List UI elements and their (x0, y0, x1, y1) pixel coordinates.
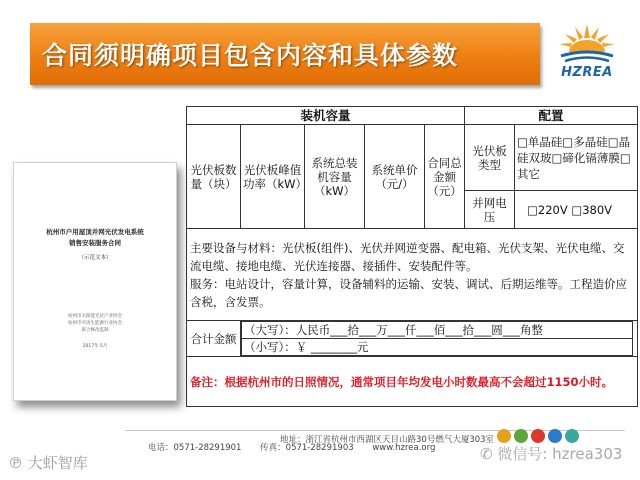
watermark-right-text: 微信号: hzrea303 (497, 445, 623, 463)
footer-address: 地址：浙江省杭州市西湖区天目山路30号燃气大厦303室 (280, 435, 495, 445)
partner-logo-icon (514, 429, 528, 443)
header-total-amount: 合同总金额（元） (425, 125, 465, 229)
doc-date: 2017年 5月 (82, 344, 108, 349)
partner-logo-icon (565, 429, 579, 443)
title-banner (30, 23, 540, 85)
header-unit-price: 系统单价（元/） (365, 125, 425, 229)
slide-title: 合同须明确项目包含内容和具体参数 (42, 41, 459, 70)
doc-issuer-2: 杭州市可再生能源行业协会 (68, 321, 122, 326)
footer-contact (148, 441, 451, 453)
scope-cell (187, 229, 638, 321)
grid-voltage-label: 并网电压 (465, 191, 515, 229)
partner-logo-icon (531, 429, 545, 443)
watermark-right (480, 443, 622, 464)
header-peak-power: 光伏板峰值功率（kW） (241, 125, 305, 229)
materials-text: 主要设备与材料：光伏板(组件)、光伏并网逆变器、配电箱、光伏支架、光伏电缆、交流电缆、接地电缆、光伏连接器、接插件、安装配件等。 (190, 240, 625, 273)
service-text: 服务：电站设计，容量计算，设备辅料的运输、安装、调试、后期运维等。工程造价应含税，含发票。 (190, 276, 627, 309)
footer-fax: 传真：0571-28291903 (260, 443, 354, 453)
total-amount-fields (241, 321, 633, 356)
hzrea-logo (553, 18, 621, 84)
total-label: 合计金额 (187, 321, 241, 357)
doc-heading-2: 销售安装服务合同 (69, 239, 121, 247)
note-text: 备注：根据杭州市的日照情况，通常项目年均发电小时数最高不会超过1150小时。 (187, 357, 638, 407)
total-lower-field[interactable]: （小写）：￥ ________元 (242, 339, 633, 356)
doc-heading-1: 杭州市户用屋顶并网光伏发电系统 (46, 228, 144, 236)
partner-logo-icon (548, 429, 562, 443)
logo-text: HZREA (561, 65, 613, 80)
partner-logo-icon (497, 429, 511, 443)
watermark-logo-icon: ℗ (8, 454, 28, 472)
watermark-left (8, 452, 88, 473)
panel-type-options[interactable]: □单晶硅□多晶硅□晶硅双玻□碲化镉薄膜□其它 (515, 125, 638, 191)
total-amount-cell (241, 321, 638, 357)
total-upper-field[interactable]: （大写）：人民币___拾___万___仟___佰___拾___圆___角整 (242, 322, 633, 339)
doc-issuer-1: 杭州市太阳能光伏产业协会 (68, 314, 122, 319)
header-total-capacity: 系统总装机容量（kW） (305, 125, 365, 229)
sun-icon (553, 18, 621, 66)
config-group-header: 配置 (465, 107, 638, 125)
panel-type-label: 光伏板类型 (465, 125, 515, 191)
watermark-left-text: 大虾智库 (27, 454, 88, 472)
contract-parameters-table (186, 106, 638, 407)
capacity-group-header: 装机容量 (187, 107, 465, 125)
header-panel-count: 光伏板数量（块） (187, 125, 241, 229)
grid-voltage-options[interactable]: □220V □380V (515, 191, 638, 229)
doc-subheading: （示范文本） (78, 255, 112, 261)
footer-website[interactable]: www.hzrea.org (372, 443, 436, 453)
wechat-icon: ✆ (480, 445, 498, 463)
footer-phone: 电话：0571-28291901 (148, 443, 242, 453)
contract-cover-thumbnail (13, 162, 177, 401)
doc-issuer-3: 联合修改监制 (81, 328, 109, 333)
